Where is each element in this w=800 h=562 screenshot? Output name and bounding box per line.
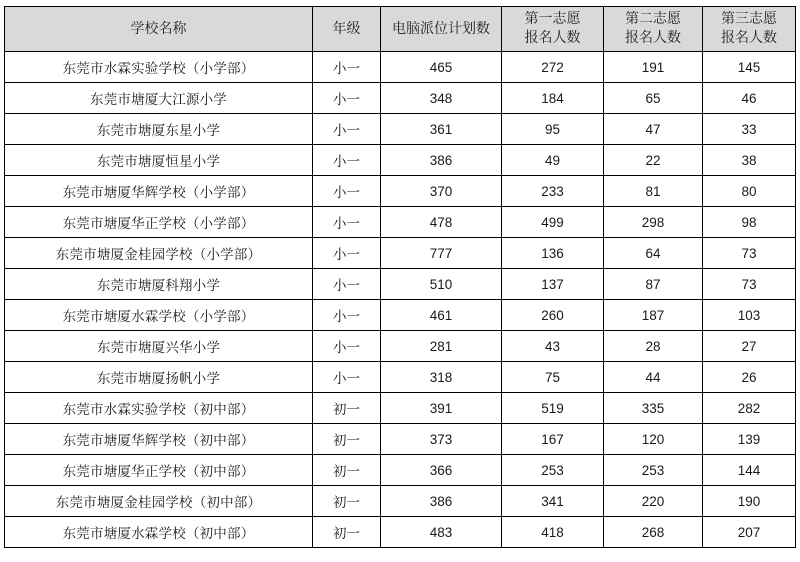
- allocation-plan-cell: 361: [381, 114, 502, 145]
- table-row: [5, 331, 796, 362]
- second-choice-count-cell: 191: [604, 52, 703, 83]
- allocation-plan-cell: 483: [381, 517, 502, 548]
- first-choice-count-cell: 272: [502, 52, 604, 83]
- table-row: [5, 145, 796, 176]
- allocation-plan-cell: 373: [381, 424, 502, 455]
- school-name-cell: 东莞市塘厦扬帆小学: [5, 362, 313, 393]
- third-choice-count-cell: 33: [703, 114, 796, 145]
- third-choice-count-cell: 144: [703, 455, 796, 486]
- second-choice-count-cell: 81: [604, 176, 703, 207]
- third-choice-count-cell: 282: [703, 393, 796, 424]
- table-row: [5, 393, 796, 424]
- allocation-plan-cell: 318: [381, 362, 502, 393]
- table-row: [5, 362, 796, 393]
- allocation-plan-cell: 777: [381, 238, 502, 269]
- grade-cell: 小一: [313, 83, 381, 114]
- third-choice-count-cell: 98: [703, 207, 796, 238]
- school-name-cell: 东莞市塘厦东星小学: [5, 114, 313, 145]
- first-choice-count-cell: 519: [502, 393, 604, 424]
- first-choice-count-cell: 43: [502, 331, 604, 362]
- school-name-cell: 东莞市塘厦华辉学校（小学部）: [5, 176, 313, 207]
- first-choice-count-cell: 341: [502, 486, 604, 517]
- grade-cell: 小一: [313, 114, 381, 145]
- table-body: [5, 52, 796, 548]
- table-row: [5, 486, 796, 517]
- grade-cell: 小一: [313, 362, 381, 393]
- first-choice-count-cell: 136: [502, 238, 604, 269]
- table-row: [5, 455, 796, 486]
- second-choice-count-cell: 220: [604, 486, 703, 517]
- third-choice-count-cell: 207: [703, 517, 796, 548]
- header-row: [5, 7, 796, 52]
- school-name-cell: 东莞市塘厦科翔小学: [5, 269, 313, 300]
- header-grade: 年级: [313, 7, 381, 52]
- table-row: [5, 52, 796, 83]
- first-choice-count-cell: 184: [502, 83, 604, 114]
- first-choice-count-cell: 137: [502, 269, 604, 300]
- third-choice-count-cell: 103: [703, 300, 796, 331]
- third-choice-count-cell: 145: [703, 52, 796, 83]
- school-name-cell: 东莞市塘厦华正学校（小学部）: [5, 207, 313, 238]
- grade-cell: 初一: [313, 393, 381, 424]
- grade-cell: 初一: [313, 424, 381, 455]
- second-choice-count-cell: 120: [604, 424, 703, 455]
- allocation-plan-cell: 461: [381, 300, 502, 331]
- grade-cell: 小一: [313, 238, 381, 269]
- allocation-plan-cell: 366: [381, 455, 502, 486]
- school-name-cell: 东莞市塘厦华辉学校（初中部）: [5, 424, 313, 455]
- third-choice-count-cell: 27: [703, 331, 796, 362]
- header-first-choice: [502, 7, 604, 52]
- first-choice-count-cell: 95: [502, 114, 604, 145]
- allocation-plan-cell: 386: [381, 145, 502, 176]
- grade-cell: 小一: [313, 300, 381, 331]
- third-choice-count-cell: 46: [703, 83, 796, 114]
- grade-cell: 小一: [313, 176, 381, 207]
- header-third-choice-line1: 第三志愿: [721, 11, 777, 27]
- table-row: [5, 269, 796, 300]
- third-choice-count-cell: 190: [703, 486, 796, 517]
- table-row: [5, 238, 796, 269]
- second-choice-count-cell: 22: [604, 145, 703, 176]
- allocation-plan-cell: 391: [381, 393, 502, 424]
- first-choice-count-cell: 167: [502, 424, 604, 455]
- third-choice-count-cell: 80: [703, 176, 796, 207]
- header-school-name: 学校名称: [5, 7, 313, 52]
- school-name-cell: 东莞市塘厦兴华小学: [5, 331, 313, 362]
- school-name-cell: 东莞市塘厦金桂园学校（初中部）: [5, 486, 313, 517]
- second-choice-count-cell: 335: [604, 393, 703, 424]
- first-choice-count-cell: 75: [502, 362, 604, 393]
- school-name-cell: 东莞市塘厦恒星小学: [5, 145, 313, 176]
- first-choice-count-cell: 418: [502, 517, 604, 548]
- third-choice-count-cell: 26: [703, 362, 796, 393]
- allocation-plan-cell: 510: [381, 269, 502, 300]
- table-row: [5, 207, 796, 238]
- allocation-plan-cell: 478: [381, 207, 502, 238]
- first-choice-count-cell: 253: [502, 455, 604, 486]
- third-choice-count-cell: 139: [703, 424, 796, 455]
- allocation-plan-cell: 370: [381, 176, 502, 207]
- school-name-cell: 东莞市塘厦水霖学校（初中部）: [5, 517, 313, 548]
- grade-cell: 初一: [313, 517, 381, 548]
- school-name-cell: 东莞市水霖实验学校（小学部）: [5, 52, 313, 83]
- second-choice-count-cell: 253: [604, 455, 703, 486]
- header-first-choice-line2: 报名人数: [524, 30, 581, 46]
- table-row: [5, 424, 796, 455]
- header-computer-allocation-plan: 电脑派位计划数: [381, 7, 502, 52]
- allocation-plan-cell: 348: [381, 83, 502, 114]
- first-choice-count-cell: 260: [502, 300, 604, 331]
- table-row: [5, 300, 796, 331]
- header-third-choice: [703, 7, 796, 52]
- grade-cell: 小一: [313, 145, 381, 176]
- header-third-choice-line2: 报名人数: [721, 30, 777, 46]
- third-choice-count-cell: 73: [703, 269, 796, 300]
- school-name-cell: 东莞市塘厦华正学校（初中部）: [5, 455, 313, 486]
- first-choice-count-cell: 499: [502, 207, 604, 238]
- header-second-choice-line1: 第二志愿: [625, 11, 681, 27]
- second-choice-count-cell: 187: [604, 300, 703, 331]
- grade-cell: 初一: [313, 455, 381, 486]
- enrollment-table: [4, 6, 796, 548]
- school-name-cell: 东莞市水霖实验学校（初中部）: [5, 393, 313, 424]
- first-choice-count-cell: 233: [502, 176, 604, 207]
- header-first-choice-line1: 第一志愿: [524, 11, 581, 27]
- second-choice-count-cell: 268: [604, 517, 703, 548]
- header-second-choice: [604, 7, 703, 52]
- table-row: [5, 176, 796, 207]
- third-choice-count-cell: 38: [703, 145, 796, 176]
- table-row: [5, 83, 796, 114]
- second-choice-count-cell: 47: [604, 114, 703, 145]
- header-second-choice-line2: 报名人数: [625, 30, 681, 46]
- grade-cell: 小一: [313, 207, 381, 238]
- grade-cell: 小一: [313, 52, 381, 83]
- school-name-cell: 东莞市塘厦水霖学校（小学部）: [5, 300, 313, 331]
- second-choice-count-cell: 87: [604, 269, 703, 300]
- table-row: [5, 517, 796, 548]
- first-choice-count-cell: 49: [502, 145, 604, 176]
- school-name-cell: 东莞市塘厦大江源小学: [5, 83, 313, 114]
- allocation-plan-cell: 465: [381, 52, 502, 83]
- school-name-cell: 东莞市塘厦金桂园学校（小学部）: [5, 238, 313, 269]
- second-choice-count-cell: 65: [604, 83, 703, 114]
- second-choice-count-cell: 28: [604, 331, 703, 362]
- allocation-plan-cell: 281: [381, 331, 502, 362]
- second-choice-count-cell: 64: [604, 238, 703, 269]
- table-row: [5, 114, 796, 145]
- second-choice-count-cell: 298: [604, 207, 703, 238]
- second-choice-count-cell: 44: [604, 362, 703, 393]
- grade-cell: 小一: [313, 331, 381, 362]
- grade-cell: 初一: [313, 486, 381, 517]
- grade-cell: 小一: [313, 269, 381, 300]
- third-choice-count-cell: 73: [703, 238, 796, 269]
- allocation-plan-cell: 386: [381, 486, 502, 517]
